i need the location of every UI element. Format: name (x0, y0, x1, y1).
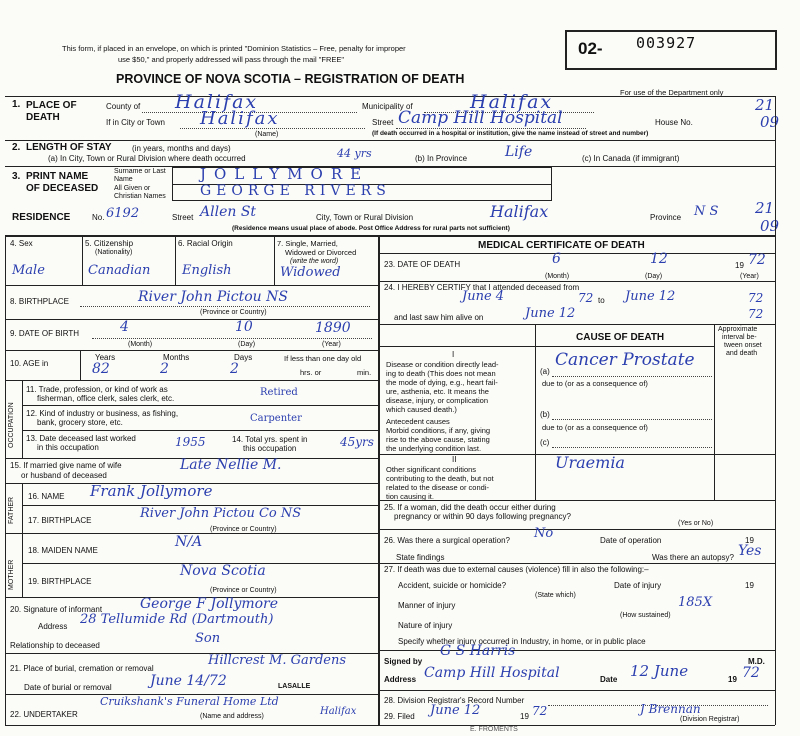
death-date-month: 6 (552, 251, 561, 267)
attend-from-year: 72 (578, 291, 594, 305)
age-label: 10. AGE in (10, 359, 49, 368)
father-name-label: 16. NAME (28, 492, 65, 501)
marital-label-1: 7. Single, Married, (277, 239, 338, 248)
mother-side-label: MOTHER (8, 559, 15, 590)
cause-a-value: Cancer Prostate (555, 350, 695, 370)
op-date-label: Date of operation (600, 536, 662, 545)
direct-label-3: the mode of dying, e.g., heart fail- (386, 378, 498, 387)
pregnancy-label-2: pregnancy or within 90 days following pregnancy? (394, 512, 571, 521)
date-year2-prefix: 19 (728, 675, 737, 684)
dob-day-label: (Day) (238, 341, 256, 348)
record-label: 28. Division Registrar's Record Number (384, 696, 525, 705)
direct-label-2: ing to death (This does not mean (386, 369, 496, 378)
burial-date-label: Date of burial or removal (24, 683, 112, 692)
pregnancy-yesno: (Yes or No) (678, 520, 714, 527)
racial-value: English (182, 263, 232, 278)
undertaker-value-1: Cruikshank's Funeral Home Ltd (100, 695, 279, 708)
postal-notice: This form, if placed in an envelope, on which is printed "Dominion Statistics – Free, penalty for improper (62, 44, 406, 53)
certify-label: 24. I HEREBY CERTIFY that I attended deceased from (384, 283, 580, 292)
attend-from-value: June 4 (462, 289, 505, 304)
given-value: GEORGE RIVERS (200, 183, 391, 199)
external-label: 27. If death was due to external causes (violence) fill in also the following:– (384, 565, 649, 574)
signed-label: Signed by (384, 657, 423, 666)
birthplace-value: River John Pictou NS (138, 289, 288, 305)
bottom-stamp: E. FROMENTS (470, 726, 518, 733)
father-side-label: FATHER (8, 496, 15, 524)
res-province-value: N S (694, 204, 719, 219)
how-sustained: (How sustained) (620, 612, 671, 619)
death-day-label: (Day) (645, 273, 663, 280)
occupation-side-label: OCCUPATION (8, 402, 15, 448)
antecedent-label-3: rise to the above cause, stating (386, 435, 490, 444)
injury-date-year: 19 (745, 581, 754, 590)
father-name-value: Frank Jollymore (90, 482, 213, 500)
res-street-label: Street (172, 213, 194, 222)
date-year-2: 72 (742, 665, 760, 681)
citizenship-label: 5. Citizenship (85, 239, 134, 248)
other-label-4: tion causing it. (386, 492, 434, 501)
residence-label: RESIDENCE (12, 212, 71, 223)
manner-value: 185X (678, 595, 713, 610)
direct-label-4: ure, asthenia, etc. It means the (386, 387, 489, 396)
citizenship-value: Canadian (88, 263, 151, 278)
filed-year-prefix: 19 (520, 712, 529, 721)
postal-notice-2: use $50," and properly addressed will pass through the mail "FREE" (118, 55, 345, 64)
lastworked-value: 1955 (175, 435, 206, 449)
name-label-1: PRINT NAME (26, 171, 89, 182)
informant-address-label: Address (38, 622, 68, 631)
injury-date-label: Date of injury (614, 581, 662, 590)
filed-year: 72 (532, 704, 548, 718)
res-city-label: City, Town or Rural Division (316, 213, 414, 222)
mother-maiden-label: 18. MAIDEN NAME (28, 546, 98, 555)
death-year-prefix: 19 (735, 261, 744, 270)
form-number: 003927 (636, 34, 697, 52)
less-than-day-label: If less than one day old (284, 354, 362, 363)
burial-place-label: 21. Place of burial, cremation or removal (10, 664, 154, 673)
birthplace-label: 8. BIRTHPLACE (10, 297, 69, 306)
address-value: Camp Hill Hospital (424, 665, 560, 681)
sex-label: 4. Sex (10, 239, 33, 248)
res-no-label: No. (92, 213, 105, 222)
min-label: min. (357, 368, 372, 377)
stay-c-label: (c) In Canada (if immigrant) (582, 154, 680, 163)
years-value: 82 (92, 361, 110, 377)
marital-label-3: (write the word) (290, 258, 339, 265)
death-month-label: (Month) (545, 273, 570, 280)
county-value: Halifax (175, 91, 259, 113)
cause-b-label: (b) (540, 410, 550, 419)
state-which: (State which) (535, 592, 576, 599)
marital-label-2: Widowed or Divorced (285, 248, 357, 257)
interval-label-1: Approximate (718, 326, 758, 333)
residence-note: (Residence means usual place of abode. Post Office Address for rural parts not sufficient) (232, 225, 510, 232)
dept-code-2: 09 (760, 113, 780, 131)
mother-birthplace-label: 19. BIRTHPLACE (28, 577, 92, 586)
pregnancy-label-1: 25. If a woman, did the death occur either during (384, 503, 556, 512)
citizenship-sub: (Nationality) (95, 249, 133, 256)
industry-value: Carpenter (250, 413, 302, 424)
spouse-label-1: 15. If married give name of wife (10, 461, 122, 470)
other-label-1: Other significant conditions (386, 465, 477, 474)
months-value: 2 (160, 361, 169, 377)
trade-label-1: 11. Trade, profession, or kind of work as (26, 385, 168, 394)
days-label: Days (234, 353, 253, 362)
interval-label-4: and death (726, 350, 758, 357)
spouse-label-2: or husband of deceased (21, 471, 107, 480)
md-label: M.D. (748, 657, 765, 666)
surname-value: JOLLYMORE (200, 165, 370, 183)
roman-1: I (452, 350, 455, 359)
antecedent-label-4: the underlying condition last. (386, 444, 482, 453)
county-label: County of (106, 102, 141, 111)
dept-code-1: 21 (755, 96, 775, 114)
other-value: Uraemia (555, 453, 625, 472)
last-saw-year: 72 (748, 307, 764, 321)
burial-date-value: June 14/72 (150, 673, 227, 689)
other-label-3: related to the disease or condi- (386, 483, 489, 492)
date-label-2: Date (600, 675, 618, 684)
filed-label: 29. Filed (384, 712, 415, 721)
birthplace-sub: (Province or Country) (200, 309, 267, 316)
name-label-2: OF DECEASED (26, 183, 99, 194)
last-saw-label: and last saw him alive on (394, 313, 484, 322)
hrs-label: hrs. or (300, 368, 322, 377)
medical-title: MEDICAL CERTIFICATE OF DEATH (478, 240, 645, 251)
other-label-2: contributing to the death, but not (386, 474, 494, 483)
mother-maiden-value: N/A (175, 534, 203, 550)
place-num: 1. (12, 99, 21, 110)
industry-label-2: bank, grocery store, etc. (37, 418, 123, 427)
stay-b-label: (b) In Province (415, 154, 468, 163)
form-title: PROVINCE OF NOVA SCOTIA – REGISTRATION OF DEATH (116, 72, 465, 86)
burial-place-value: Hillcrest M. Gardens (208, 653, 347, 668)
cause-a-label: (a) (540, 367, 550, 376)
stay-label: LENGTH OF STAY (26, 142, 112, 153)
surname-label: Surname or Last Name (114, 168, 166, 183)
burial-stamp: LASALLE (278, 683, 311, 690)
operation-label: 26. Was there a surgical operation? (384, 536, 510, 545)
interval-label-2: interval be- (722, 334, 757, 341)
stay-num: 2. (12, 142, 21, 153)
dob-month-label: (Month) (128, 341, 153, 348)
roman-2: II (452, 455, 457, 464)
dob-year: 1890 (315, 320, 351, 336)
racial-label: 6. Racial Origin (178, 239, 233, 248)
signed-value: G S Harris (440, 643, 516, 659)
due-to-1: due to (or as a consequence of) (542, 379, 648, 388)
dob-label: 9. DATE OF BIRTH (10, 329, 80, 338)
interval-label-3: tween onset (724, 342, 762, 349)
direct-label-5: disease, injury, or complication (386, 396, 488, 405)
due-to-2: due to (or as a consequence of) (542, 423, 648, 432)
lastworked-label-2: in this occupation (37, 443, 99, 452)
attend-to-value: June 12 (625, 289, 676, 304)
street-value: Camp Hill Hospital (398, 108, 563, 128)
father-birthplace-sub: (Province or Country) (210, 526, 277, 533)
trade-label-2: fisherman, office clerk, sales clerk, etc. (37, 394, 175, 403)
date-value-2: 12 June (630, 662, 689, 680)
death-date-year: 72 (748, 252, 766, 268)
municipality-value: Halifax (470, 91, 554, 113)
relationship-label: Relationship to deceased (10, 641, 100, 650)
months-label: Months (163, 353, 190, 362)
last-saw-value: June 12 (525, 306, 576, 321)
house-label: House No. (655, 118, 693, 127)
direct-label-1: Disease or condition directly lead- (386, 360, 499, 369)
totalyrs-value: 45yrs (340, 435, 374, 449)
attend-to-label: to (598, 296, 605, 305)
hospital-note: (If death occurred in a hospital or institution, give the name instead of street and number) (372, 130, 649, 137)
stay-sub: (in years, months and days) (132, 144, 231, 153)
accident-label: Accident, suicide or homicide? (398, 581, 507, 590)
dept-use-label: For use of the Department only (620, 88, 724, 97)
trade-value: Retired (260, 387, 298, 398)
cause-title: CAUSE OF DEATH (576, 332, 665, 343)
dept-code-4: 09 (760, 217, 780, 235)
mother-birthplace-value: Nova Scotia (180, 563, 266, 579)
res-city-value: Halifax (490, 202, 549, 221)
address-label: Address (384, 675, 417, 684)
manner-label: Manner of injury (398, 601, 456, 610)
marital-value: Widowed (280, 265, 341, 280)
given-label: All Given or Christian Names (114, 185, 166, 200)
antecedent-label-2: Morbid conditions, if any, giving (386, 426, 491, 435)
cause-c-label: (c) (540, 438, 550, 447)
death-date-day: 12 (650, 251, 668, 267)
specify-label: Specify whether injury occurred in Industry, in home, or in public place (398, 637, 646, 646)
relationship-value: Son (195, 631, 221, 646)
stay-b-value: Life (505, 144, 533, 160)
city-value: Halifax (200, 108, 280, 129)
undertaker-sub: (Name and address) (200, 713, 264, 720)
autopsy-label: Was there an autopsy? (652, 553, 734, 562)
days-value: 2 (230, 361, 239, 377)
filed-value: June 12 (430, 703, 481, 718)
father-birthplace-label: 17. BIRTHPLACE (28, 516, 92, 525)
street-label: Street (372, 118, 394, 127)
dob-month: 4 (120, 319, 129, 335)
dept-code-3: 21 (755, 199, 775, 217)
nature-label: Nature of injury (398, 621, 453, 630)
municipality-label: Municipality of (362, 102, 413, 111)
death-date-label: 23. DATE OF DEATH (384, 260, 461, 269)
industry-label-1: 12. Kind of industry or business, as fishing, (26, 409, 179, 418)
direct-label-6: which caused death.) (386, 405, 457, 414)
totalyrs-label-2: this occupation (243, 444, 297, 453)
attend-to-year: 72 (748, 291, 764, 305)
stay-a-label: (a) In City, Town or Rural Division where death occurred (48, 154, 246, 163)
totalyrs-label-1: 14. Total yrs. spent in (232, 435, 308, 444)
rule (5, 96, 775, 97)
place-of-death-label: PLACE OF DEATH (26, 100, 77, 123)
death-year-label: (Year) (740, 273, 759, 280)
undertaker-label: 22. UNDERTAKER (10, 710, 78, 719)
spouse-value: Late Nellie M. (180, 457, 282, 473)
informant-address-value: 28 Tellumide Rd (Dartmouth) (80, 612, 274, 627)
years-label: Years (95, 353, 116, 362)
name-num: 3. (12, 171, 21, 182)
city-label: If in City or Town (106, 118, 165, 127)
operation-value: No (534, 526, 554, 541)
informant-sig-label: 20. Signature of informant (10, 605, 103, 614)
dob-year-label: (Year) (322, 341, 341, 348)
op-date-year: 19 (745, 536, 754, 545)
stay-a-value: 44 yrs (337, 147, 372, 160)
registrar-value: J Brennan (640, 702, 701, 716)
res-province-label: Province (650, 213, 682, 222)
res-no-value: 6192 (106, 206, 140, 221)
registrar-label: (Division Registrar) (680, 716, 740, 723)
undertaker-value-2: Halifax (320, 706, 357, 717)
findings-label: State findings (396, 553, 445, 562)
informant-sig-value: George F Jollymore (140, 596, 279, 612)
father-birthplace-value: River John Pictou Co NS (140, 506, 302, 521)
res-street-value: Allen St (200, 204, 257, 220)
antecedent-label-1: Antecedent causes (386, 417, 450, 426)
dob-day: 10 (235, 319, 253, 335)
lastworked-label-1: 13. Date deceased last worked (26, 434, 136, 443)
mother-birthplace-sub: (Province or Country) (210, 587, 277, 594)
form-prefix: 02- (578, 39, 603, 58)
autopsy-value: Yes (738, 543, 762, 559)
name-sublabel: (Name) (255, 131, 279, 138)
sex-value: Male (12, 263, 45, 278)
